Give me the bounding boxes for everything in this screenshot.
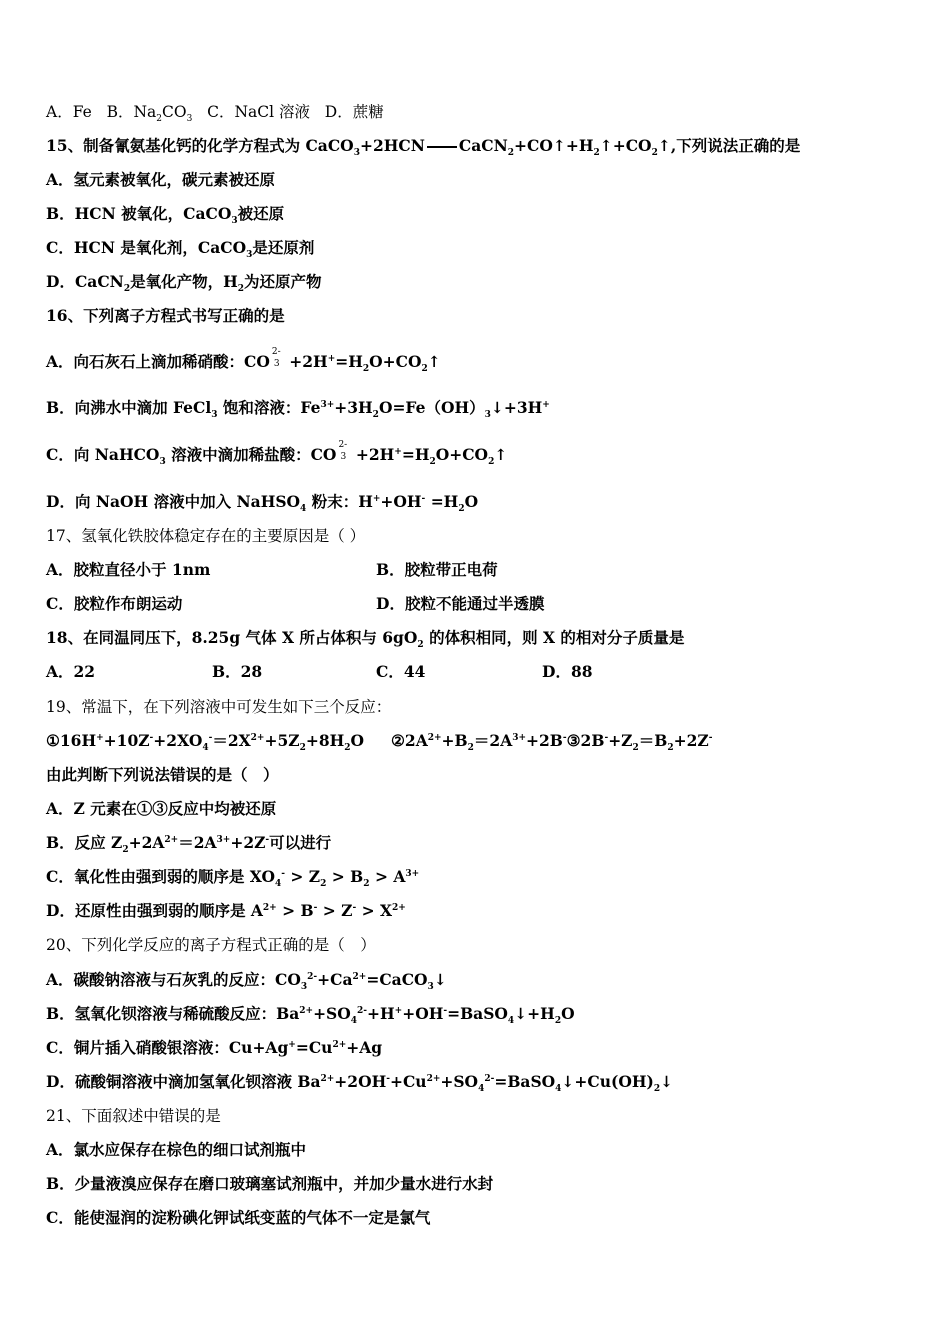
q17-options-row1 [46, 560, 746, 580]
option-b: B．28 [212, 662, 263, 681]
option-b: B．$Na_2CO_3$ [106, 103, 193, 125]
q19-option-a: A．Z 元素在①③反应中均被还原 [46, 799, 277, 818]
q21-option-a: A．氯水应保存在棕色的细口试剂瓶中 [46, 1140, 307, 1159]
q20-option-a: A．碳酸钠溶液与石灰乳的反应：$CO_3^{2-}+Ca^{2+}=CaCO_3↓$ [46, 970, 447, 993]
q16-option-c: C．向 NaHCO$_3$ 溶液中滴加稀盐酸：CO 2- 3 $+2H^+=H_2O+CO_2↑$ [46, 440, 508, 468]
q16-option-b: B．向沸水中滴加 FeCl$_3$ 饱和溶液：$Fe^{3+}+3H_2O=Fe(OH)_3↓+3H^+$ [46, 398, 550, 421]
q15-option-d: D．CaCN$_2$是氧化产物，$H_2$为还原产物 [46, 272, 322, 295]
q15-option-a: A．氢元素被氧化，碳元素被还原 [46, 170, 276, 189]
q19-option-c: C．氧化性由强到弱的顺序是 $XO_4^- > Z_2 > B_2 > A^{3+}$ [46, 867, 420, 890]
q21-option-c: C．能使湿润的淀粉碘化钾试纸变蓝的气体不一定是氯气 [46, 1208, 431, 1227]
q19-question: 由此判断下列说法错误的是（ ） [46, 765, 279, 784]
q20-stem: 20、下列化学反应的离子方程式正确的是（ ） [46, 936, 376, 954]
q19-option-d: D．还原性由强到弱的顺序是 $A^{2+} > B^- > Z^- > X^{2+}$ [46, 901, 406, 920]
q20-option-d: D．硫酸铜溶液中滴加氢氧化钡溶液 $Ba^{2+}+2OH^-+Cu^{2+}+SO_4^{2-}=BaSO_4↓+Cu(OH)_2↓$ [46, 1072, 674, 1095]
q15-stem: 15、制备氰氨基化钙的化学方程式为 CaCO$_3$+2HCN $CaCN_2+CO↑+H_2↑+CO_2↑$,下列说法正确的是 [46, 136, 801, 159]
q21-stem: 21、下面叙述中错误的是 [46, 1107, 221, 1125]
option-c: C．NaCl 溶液 [207, 103, 311, 121]
q19-reactions: $①16H^++10Z^-+2XO_4^-=2X^{2+}+5Z_2+8H_2O$ $②2A^{2+}+B_2=2A^{3+}+2B^-③2B^-+Z_2=B_2+2Z^-$ [46, 731, 713, 754]
option-c: C．胶粒作布朗运动 [46, 594, 183, 613]
q18-options [46, 662, 746, 682]
q16-option-a: A．向石灰石上滴加稀硝酸：CO 2- 3 $+2H^+=H_2O+CO_2↑$ [46, 347, 441, 375]
q15-option-b: B．HCN 被氧化，CaCO$_3$被还原 [46, 204, 285, 227]
q20-option-b: B．氢氧化钡溶液与稀硫酸反应：$Ba^{2+}+SO_4^{2-}+H^++OH^-=BaSO_4↓+H_2O$ [46, 1004, 575, 1027]
option-b: B．胶粒带正电荷 [376, 560, 498, 579]
option-a: A．22 [46, 662, 96, 681]
q19-option-b: B．反应 $Z_2+2A^{2+}=2A^{3+}+2Z^-$可以进行 [46, 833, 332, 856]
q19-stem: 19、常温下，在下列溶液中可发生如下三个反应： [46, 698, 392, 716]
option-d: D．蔗糖 [324, 103, 384, 121]
option-a: A．胶粒直径小于 1nm [46, 560, 211, 579]
option-d: D．胶粒不能通过半透膜 [376, 594, 545, 613]
q18-stem: 18、在同温同压下，8.25g 气体 X 所占体积与 $6gO_2$ 的体积相同，则 X 的相对分子质量是 [46, 628, 685, 651]
q16-option-d: D．向 NaOH 溶液中加入 NaHSO$_4$ 粉末：$H^++OH^- =H_2O$ [46, 492, 479, 515]
q14-options [46, 102, 384, 125]
q21-option-b: B．少量液溴应保存在磨口玻璃塞试剂瓶中，并加少量水进行水封 [46, 1174, 494, 1193]
q20-option-c: C．铜片插入硝酸银溶液：$Cu+Ag^+=Cu^{2+}+Ag$ [46, 1038, 383, 1057]
q17-options-row2 [46, 594, 746, 614]
option-d: D．88 [542, 662, 593, 681]
reaction-arrow [427, 146, 457, 148]
q16-stem: 16、下列离子方程式书写正确的是 [46, 306, 285, 325]
q17-stem: 17、氢氧化铁胶体稳定存在的主要原因是（ ） [46, 527, 366, 545]
option-a: A．Fe [46, 103, 92, 121]
option-c: C．44 [376, 662, 426, 681]
q15-option-c: C．HCN 是氧化剂，CaCO$_3$是还原剂 [46, 238, 315, 261]
